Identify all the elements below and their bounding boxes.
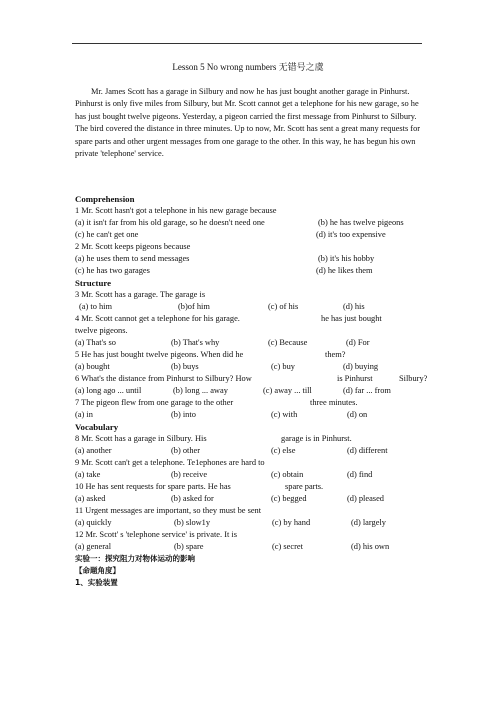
- question-1-options-cd: [75, 229, 425, 241]
- structure-heading: Structure: [75, 278, 111, 288]
- option-6b: (b) long ... away: [173, 386, 228, 395]
- question-6-text-b: is Pinhurst: [337, 374, 373, 383]
- question-4-options: [75, 337, 425, 349]
- question-3: 3 Mr. Scott has a garage. The garage is: [75, 290, 206, 299]
- option-5b: (b) buys: [171, 362, 199, 371]
- question-8-options: [75, 445, 425, 457]
- experiment-heading: 实验一：探究阻力对物体运动的影响: [75, 554, 195, 563]
- question-2: 2 Mr. Scott keeps pigeons because: [75, 242, 191, 251]
- question-11-options: [75, 517, 425, 529]
- option-11c: (c) by hand: [272, 518, 311, 527]
- option-8b: (b) other: [171, 446, 201, 455]
- option-2d: (d) he likes them: [316, 266, 373, 275]
- option-1c: (c) he can't get one: [75, 230, 139, 239]
- question-1: 1 Mr. Scott hasn't got a telephone in his new garage because: [75, 206, 277, 215]
- lesson-title: Lesson 5 No wrong numbers 无错号之虞: [172, 62, 324, 72]
- option-5a: (a) bought: [75, 362, 110, 371]
- question-2-options-ab: [75, 253, 425, 265]
- question-5-text-b: them?: [325, 350, 346, 359]
- question-12: 12 Mr. Scott' s 'telephone service' is private. It is: [75, 530, 237, 539]
- question-11: 11 Urgent messages are important, so they must be sent: [75, 506, 262, 515]
- question-4-cont: twelve pigeons.: [75, 326, 128, 335]
- option-1d: (d) it's too expensive: [316, 230, 386, 239]
- option-9d: (d) find: [347, 470, 373, 479]
- option-11d: (d) largely: [351, 518, 386, 527]
- option-8c: (c) else: [271, 446, 296, 455]
- option-5c: (c) buy: [271, 362, 295, 371]
- option-7a: (a) in: [75, 410, 93, 419]
- option-3b: (b)of him: [178, 302, 210, 311]
- option-6c: (c) away ... till: [263, 386, 312, 395]
- question-7-text: 7 The pigeon flew from one garage to the other: [75, 398, 234, 407]
- option-8d: (d) different: [347, 446, 388, 455]
- option-1a: (a) it isn't far from his old garage, so he doesn't need one: [75, 218, 265, 227]
- option-10b: (b) asked for: [171, 494, 214, 503]
- question-6: [75, 373, 428, 385]
- option-7b: (b) into: [171, 410, 196, 419]
- question-10-text: 10 He has sent requests for spare parts. He has: [75, 482, 231, 491]
- comprehension-heading: Comprehension: [75, 194, 135, 204]
- option-5d: (d) buying: [343, 362, 379, 371]
- question-8-text: 8 Mr. Scott has a garage in Silbury. His: [75, 434, 207, 443]
- question-6-options: [75, 385, 425, 397]
- option-4d: (d) For: [346, 338, 370, 347]
- header-rule: [72, 43, 422, 44]
- question-7: [75, 397, 425, 409]
- question-4: [75, 313, 425, 325]
- question-7-text-b: three minutes.: [310, 398, 358, 407]
- option-1b: (b) he has twelve pigeons: [318, 218, 404, 227]
- question-10-options: [75, 493, 425, 505]
- option-6d: (d) far ... from: [343, 386, 391, 395]
- question-9: 9 Mr. Scott can't get a telephone. Te1ephones are hard to: [75, 458, 265, 467]
- option-10c: (c) begged: [271, 494, 307, 503]
- question-4-text-b: he has just bought: [321, 314, 382, 323]
- question-2-options-cd: [75, 265, 425, 277]
- question-12-options: [75, 541, 425, 553]
- setup-heading: 1、实验装置: [75, 578, 118, 587]
- option-9c: (c) obtain: [271, 470, 304, 479]
- question-4-text: 4 Mr. Scott cannot get a telephone for his garage.: [75, 314, 240, 323]
- vocabulary-heading: Vocabulary: [75, 422, 119, 432]
- option-4c: (c) Because: [268, 338, 308, 347]
- question-1-options-ab: [75, 217, 425, 229]
- question-5-text: 5 He has just bought twelve pigeons. When did he: [75, 350, 244, 359]
- option-7c: (c) with: [271, 410, 298, 419]
- question-10-text-b: spare parts.: [285, 482, 324, 491]
- option-4b: (b) That's why: [171, 338, 220, 347]
- exercise-content: [75, 193, 428, 589]
- question-3-options: [75, 301, 425, 313]
- option-2c: (c) he has two garages: [75, 266, 150, 275]
- question-6-text-c: Silbury?: [399, 374, 428, 383]
- option-9b: (b) receive: [171, 470, 208, 479]
- option-12c: (c) secret: [272, 542, 303, 551]
- option-2b: (b) it's his hobby: [318, 254, 375, 263]
- option-10a: (a) asked: [75, 494, 106, 503]
- question-5-options: [75, 361, 425, 373]
- option-10d: (d) pleased: [347, 494, 384, 503]
- option-12b: (b) spare: [174, 542, 204, 551]
- question-9-options: [75, 469, 425, 481]
- question-5: [75, 349, 425, 361]
- option-6a: (a) long ago ... until: [75, 386, 142, 395]
- passage: [75, 86, 425, 160]
- option-4a: (a) That's so: [75, 338, 116, 347]
- option-11a: (a) quickly: [75, 518, 112, 527]
- question-8-text-b: garage is in Pinhurst.: [281, 434, 352, 443]
- question-10: [75, 481, 425, 493]
- option-3c: (c) of his: [268, 302, 299, 311]
- option-7d: (d) on: [347, 410, 368, 419]
- angle-heading: 【命题角度】: [75, 566, 120, 575]
- option-8a: (a) another: [75, 446, 112, 455]
- question-8: [75, 433, 425, 445]
- option-3d: (d) his: [343, 302, 365, 311]
- option-12a: (a) general: [75, 542, 112, 551]
- question-6-text: 6 What's the distance from Pinhurst to Silbury? How: [75, 374, 252, 383]
- option-2a: (a) he uses them to send messages: [75, 254, 190, 263]
- option-11b: (b) slow1y: [174, 518, 211, 527]
- option-12d: (d) his own: [351, 542, 390, 551]
- option-9a: (a) take: [75, 470, 101, 479]
- passage-text: Mr. James Scott has a garage in Silbury and now he has just bought another garage in Pinhurst. Pinhurst is only five miles from Silbury, but Mr. Scott cannot get a telephone for his new garage, so he has just bought twelve pigeons. Yesterday, a pigeon carried the first message from Pinhurst to Silbury. The bird covered the distance in three minutes. Up to now, Mr. Scott has sent a great many requests for spare parts and other urgent messages from one garage to the other. In this way, he has begun his own private 'telephone' service.: [75, 87, 421, 159]
- option-3a: (a) to him: [79, 302, 113, 311]
- question-7-options: [75, 409, 425, 421]
